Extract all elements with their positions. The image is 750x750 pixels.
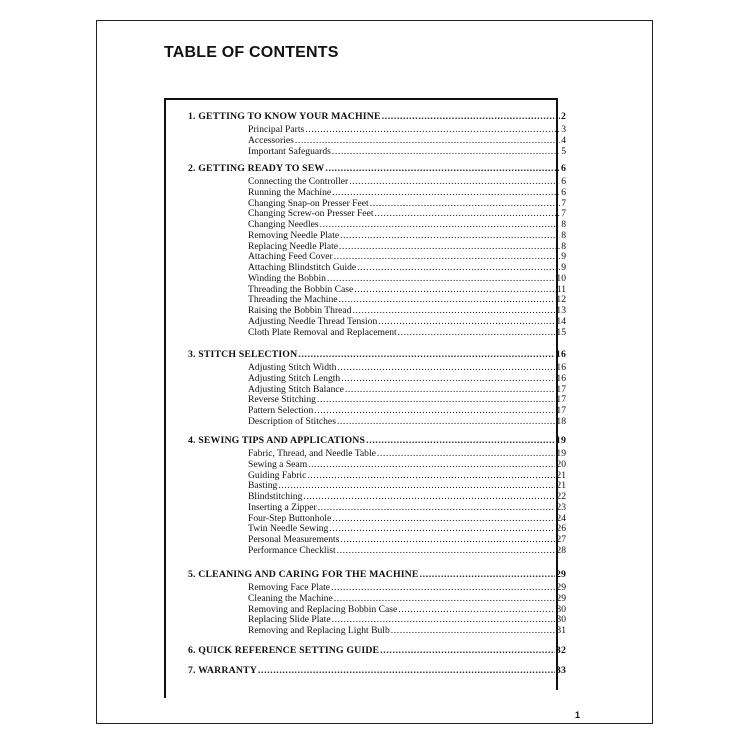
- toc-leader-dots: [308, 460, 555, 471]
- toc-section-heading: [188, 666, 566, 677]
- toc-entry: [188, 136, 566, 147]
- toc-box: [164, 98, 566, 698]
- toc-leader-dots: [325, 164, 560, 175]
- toc-entry: [188, 274, 566, 285]
- toc-page-number: 8: [561, 220, 566, 230]
- toc-leader-dots: [305, 125, 560, 136]
- toc-page-number: 23: [556, 502, 566, 513]
- toc-entry: [188, 406, 566, 417]
- toc-page-number: 17: [556, 395, 566, 406]
- toc-entry-label: Basting: [248, 481, 278, 492]
- toc-entry-label: Removing and Replacing Bobbin Case: [248, 604, 398, 615]
- toc-page-number: 6: [561, 187, 566, 198]
- toc-leader-dots: [340, 535, 555, 546]
- toc-section: [188, 112, 566, 157]
- toc-leader-dots: [258, 666, 555, 677]
- toc-entry: [188, 514, 566, 525]
- toc-page-number: 11: [556, 284, 566, 295]
- toc-entry: [188, 395, 566, 406]
- toc-leader-dots: [370, 199, 560, 210]
- toc-leader-dots: [352, 306, 555, 317]
- toc-entry: [188, 363, 566, 374]
- toc-entry-label: Attaching Blindstitch Guide: [248, 263, 357, 273]
- toc-entry-label: Threading the Bobbin Case: [248, 284, 354, 295]
- toc-entry: [188, 481, 566, 492]
- toc-page-number: 10: [556, 273, 566, 284]
- toc-entry: [188, 306, 566, 317]
- toc-leader-dots: [320, 220, 561, 231]
- toc-entry-label: Important Safeguards: [248, 146, 331, 157]
- toc-entry-label: Raising the Bobbin Thread: [248, 306, 352, 316]
- toc-heading-label: 7. WARRANTY: [188, 666, 257, 676]
- toc-section-heading: [188, 112, 566, 123]
- toc-entry: [188, 460, 566, 471]
- toc-section-heading: [188, 164, 566, 175]
- toc-entry-label: Blindstitching: [248, 492, 303, 502]
- toc-left-rule: [164, 98, 166, 698]
- toc-page-number: 16: [556, 363, 566, 373]
- toc-page-number: 19: [556, 449, 566, 459]
- toc-page-number: 3: [561, 125, 566, 135]
- toc-leader-dots: [366, 436, 555, 447]
- toc-leader-dots: [303, 492, 555, 503]
- toc-entry-label: Sewing a Seam: [248, 459, 308, 470]
- toc-section: [188, 646, 566, 657]
- toc-leader-dots: [278, 481, 555, 492]
- toc-page-number: 14: [556, 316, 566, 327]
- toc-page-number: 32: [555, 646, 566, 656]
- toc-entry: [188, 535, 566, 546]
- toc-entry: [188, 385, 566, 396]
- toc-entry-label: Changing Snap-on Presser Feet: [248, 198, 369, 209]
- toc-page-number: 7: [561, 198, 566, 209]
- toc-entry: [188, 177, 566, 188]
- toc-page-number: 2: [560, 112, 566, 122]
- toc-leader-dots: [332, 147, 560, 158]
- toc-leader-dots: [318, 503, 556, 514]
- toc-entry: [188, 220, 566, 231]
- toc-page-number: 6: [561, 177, 566, 187]
- toc-leader-dots: [339, 242, 560, 253]
- toc-leader-dots: [314, 406, 555, 417]
- toc-entry: [188, 615, 566, 626]
- toc-entry: [188, 417, 566, 428]
- toc-entry-label: Adjusting Stitch Length: [248, 373, 341, 384]
- toc-entry: [188, 594, 566, 605]
- toc-entry-label: Removing Face Plate: [248, 583, 331, 593]
- toc-entry-label: Changing Needles: [248, 220, 319, 230]
- toc-entry-label: Adjusting Stitch Width: [248, 363, 337, 373]
- toc-page-number: 29: [555, 570, 566, 580]
- toc-entry: [188, 209, 566, 220]
- toc-entry-label: Personal Measurements: [248, 535, 340, 545]
- toc-leader-dots: [380, 646, 555, 657]
- toc-entry: [188, 374, 566, 385]
- toc-entry: [188, 231, 566, 242]
- toc-entry-label: Twin Needle Sewing: [248, 524, 329, 535]
- toc-page-number: 4: [561, 135, 566, 146]
- toc-entry: [188, 199, 566, 210]
- toc-page-number: 31: [556, 626, 566, 636]
- toc-entry: [188, 285, 566, 296]
- toc-entry: [188, 242, 566, 253]
- toc-entry-label: Cloth Plate Removal and Replacement: [248, 327, 397, 338]
- toc-page-number: 33: [555, 666, 566, 676]
- toc-entry-label: Principal Parts: [248, 125, 305, 135]
- toc-entry-label: Fabric, Thread, and Needle Table: [248, 449, 376, 459]
- toc-section-heading: [188, 646, 566, 657]
- toc-leader-dots: [398, 605, 555, 616]
- toc-page-number: 16: [556, 373, 566, 384]
- toc-section: [188, 570, 566, 636]
- toc-leader-dots: [329, 524, 555, 535]
- toc-heading-label: 1. GETTING TO KNOW YOUR MACHINE: [188, 112, 381, 122]
- toc-leader-dots: [327, 274, 555, 285]
- toc-entry: [188, 317, 566, 328]
- toc-leader-dots: [334, 252, 560, 263]
- toc-leader-dots: [354, 285, 556, 296]
- toc-section-heading: [188, 436, 566, 447]
- toc-leader-dots: [378, 317, 555, 328]
- toc-section: [188, 436, 566, 556]
- toc-leader-dots: [298, 350, 555, 361]
- toc-leader-dots: [332, 615, 556, 626]
- toc-leader-dots: [295, 136, 560, 147]
- toc-page-number: 12: [556, 295, 566, 306]
- toc-entry-label: Adjusting Needle Thread Tension: [248, 316, 378, 327]
- toc-leader-dots: [357, 263, 560, 274]
- toc-entry: [188, 295, 566, 306]
- toc-page-number: 6: [560, 164, 566, 174]
- toc-page-number: 28: [556, 545, 566, 556]
- toc-entry-label: Four-Step Buttonhole: [248, 513, 332, 524]
- toc-entry: [188, 328, 566, 339]
- toc-entry: [188, 605, 566, 616]
- page-number: 1: [575, 710, 581, 720]
- toc-section-heading: [188, 570, 566, 581]
- toc-heading-label: 3. STITCH SELECTION: [188, 350, 298, 360]
- toc-page-number: 21: [556, 481, 566, 492]
- toc-page-number: 7: [561, 209, 566, 220]
- toc-entry: [188, 449, 566, 460]
- toc-entry-label: Attaching Feed Cover: [248, 252, 333, 263]
- toc-entry: [188, 492, 566, 503]
- toc-entry-label: Adjusting Stitch Balance: [248, 384, 344, 395]
- toc-leader-dots: [337, 546, 556, 557]
- toc-entry: [188, 524, 566, 535]
- toc-leader-dots: [377, 449, 556, 460]
- toc-page-number: 27: [556, 535, 566, 545]
- toc-page-number: 29: [556, 583, 566, 593]
- toc-entry-label: Winding the Bobbin: [248, 273, 326, 284]
- toc-leader-dots: [391, 626, 556, 637]
- toc-leader-dots: [332, 188, 560, 199]
- toc-heading-label: 2. GETTING READY TO SEW: [188, 164, 325, 174]
- toc-page-number: 16: [555, 350, 566, 360]
- toc-leader-dots: [382, 112, 560, 123]
- toc-leader-dots: [334, 594, 556, 605]
- toc-heading-label: 5. CLEANING AND CARING FOR THE MACHINE: [188, 570, 419, 580]
- toc-page-number: 30: [556, 604, 566, 615]
- toc-entry-label: Performance Checklist: [248, 545, 336, 556]
- toc-leader-dots: [332, 514, 555, 525]
- toc-entry-label: Cleaning the Machine: [248, 593, 333, 604]
- toc-page-number: 22: [556, 492, 566, 502]
- toc-page-number: 21: [556, 470, 566, 481]
- toc-page-number: 13: [556, 306, 566, 316]
- toc-entry-label: Running the Machine: [248, 187, 332, 198]
- toc-entry: [188, 188, 566, 199]
- toc-section: [188, 350, 566, 427]
- toc-page-number: 5: [561, 146, 566, 157]
- toc-entry-label: Pattern Selection: [248, 406, 314, 416]
- toc-entry-label: Removing and Replacing Light Bulb: [248, 626, 390, 636]
- toc-leader-dots: [337, 417, 555, 428]
- toc-entry: [188, 546, 566, 557]
- toc-entry: [188, 147, 566, 158]
- toc-entry: [188, 252, 566, 263]
- toc-entry: [188, 125, 566, 136]
- toc-page-number: 8: [561, 230, 566, 241]
- toc-entry-label: Accessories: [248, 135, 294, 146]
- toc-page-number: 17: [556, 384, 566, 395]
- toc-section: [188, 164, 566, 338]
- toc-page-number: 29: [556, 593, 566, 604]
- toc-entry-label: Description of Stitches: [248, 416, 336, 427]
- toc-entry: [188, 263, 566, 274]
- toc-entry-label: Changing Screw-on Presser Feet: [248, 209, 374, 220]
- toc-leader-dots: [341, 374, 555, 385]
- toc-leader-dots: [339, 295, 556, 306]
- toc-entry-label: Inserting a Zipper: [248, 502, 317, 513]
- toc-entry-label: Connecting the Controller: [248, 177, 349, 187]
- toc-heading-label: 6. QUICK REFERENCE SETTING GUIDE: [188, 646, 380, 656]
- toc-page-number: 24: [556, 513, 566, 524]
- toc-entry-label: Guiding Fabric: [248, 470, 307, 481]
- toc-leader-dots: [340, 231, 560, 242]
- page-title: TABLE OF CONTENTS: [164, 44, 339, 61]
- toc-page-number: 15: [556, 327, 566, 338]
- toc-entry: [188, 626, 566, 637]
- toc-page-number: 26: [556, 524, 566, 535]
- toc-entry-label: Removing Needle Plate: [248, 230, 340, 241]
- toc-entry: [188, 583, 566, 594]
- toc-page-number: 17: [556, 406, 566, 416]
- toc-entry-label: Replacing Needle Plate: [248, 241, 339, 252]
- toc-entry: [188, 471, 566, 482]
- toc-leader-dots: [420, 570, 555, 581]
- toc-page-number: 9: [561, 263, 566, 273]
- toc-page-number: 18: [556, 416, 566, 427]
- toc-top-rule: [164, 98, 558, 100]
- toc-page-number: 30: [556, 615, 566, 626]
- toc-leader-dots: [337, 363, 555, 374]
- toc-section-heading: [188, 350, 566, 361]
- toc-entry-label: Replacing Slide Plate: [248, 615, 331, 626]
- toc-leader-dots: [317, 395, 555, 406]
- toc-page-number: 8: [561, 241, 566, 252]
- toc-leader-dots: [398, 328, 556, 339]
- toc-page-number: 20: [556, 459, 566, 470]
- toc-entry-label: Reverse Stitching: [248, 395, 316, 406]
- toc-heading-label: 4. SEWING TIPS AND APPLICATIONS: [188, 436, 366, 446]
- toc-leader-dots: [349, 177, 560, 188]
- toc-page-number: 9: [561, 252, 566, 263]
- toc-section: [188, 666, 566, 677]
- toc-page-number: 19: [555, 436, 566, 446]
- toc-entry: [188, 503, 566, 514]
- toc-leader-dots: [345, 385, 555, 396]
- toc-leader-dots: [375, 209, 561, 220]
- toc-leader-dots: [307, 471, 555, 482]
- toc-entry-label: Threading the Machine: [248, 295, 338, 306]
- toc-leader-dots: [331, 583, 555, 594]
